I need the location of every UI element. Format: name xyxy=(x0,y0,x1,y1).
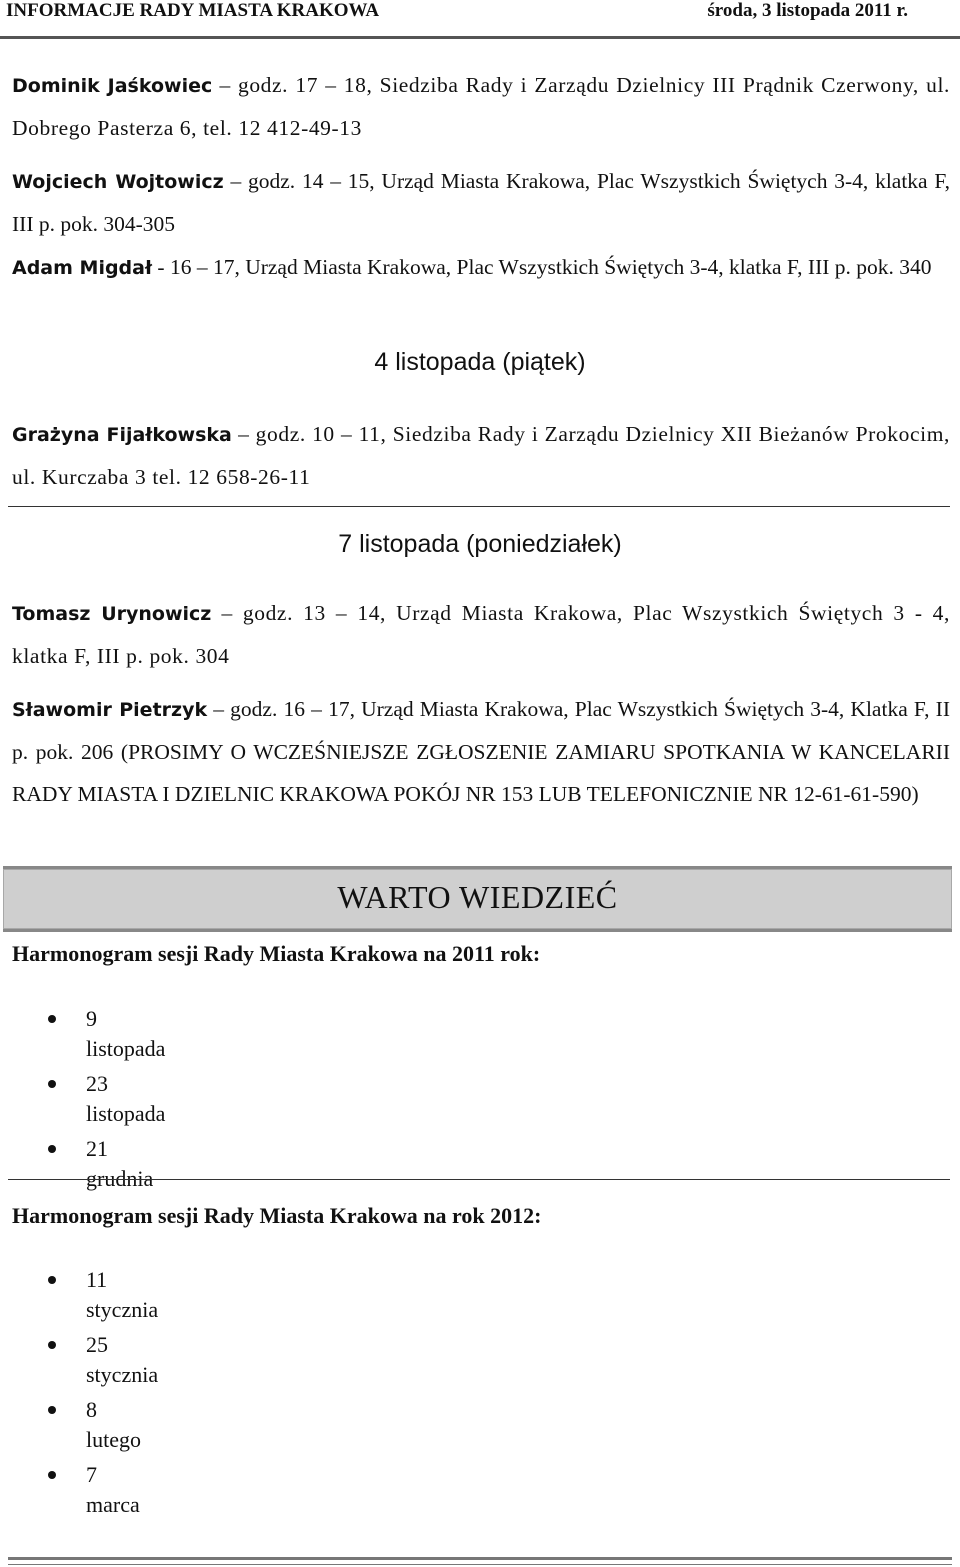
session-date: 11 stycznia xyxy=(86,1267,159,1322)
page-header xyxy=(0,0,960,38)
section-banner xyxy=(3,866,952,932)
bullet-icon xyxy=(48,1015,56,1023)
duty-details: - 16 – 17, Urząd Miasta Krakowa, Plac Wszystkich Świętych 3-4, klatka F, III p. pok. 340 xyxy=(152,255,932,279)
councillor-name: Wojciech Wojtowicz xyxy=(12,171,224,193)
bullet-icon xyxy=(48,1276,56,1284)
bullet-icon xyxy=(48,1341,56,1349)
session-date: 25 stycznia xyxy=(86,1332,159,1387)
duty-entry xyxy=(12,246,950,289)
schedule-2011-heading: Harmonogram sesji Rady Miasta Krakowa na 2011 rok: xyxy=(12,941,541,966)
session-date: 9 listopada xyxy=(86,1006,166,1061)
duty-details: – godz. 16 – 17, Urząd Miasta Krakowa, Plac Wszystkich Świętych 3-4, Klatka F, II p. pok. 206 (PROSIMY O WCZEŚNIEJSZE ZGŁOSZENIE ZAMIARU SPOTKANIA W KANCELARII RADY MIASTA I DZIELNIC KRAKOWA POKÓJ NR 153 LUB TELEFONICZNIE NR 12-61-61-590) xyxy=(12,697,950,806)
section-divider xyxy=(8,506,950,507)
duty-details: – godz. 14 – 15, Urząd Miasta Krakowa, Plac Wszystkich Świętych 3-4, klatka F, III p. pok. 304-305 xyxy=(12,169,950,236)
bullet-icon xyxy=(48,1145,56,1153)
publication-date: środa, 3 listopada 2011 r. xyxy=(707,0,908,21)
section-divider xyxy=(8,1179,950,1180)
duty-details: – godz. 10 – 11, Siedziba Rady i Zarządu Dzielnicy XII Bieżanów Prokocim, ul. Kurczaba 3 tel. 12 658-26-11 xyxy=(12,422,950,489)
session-date: 23 listopada xyxy=(86,1071,166,1126)
schedule-2012-heading: Harmonogram sesji Rady Miasta Krakowa na rok 2012: xyxy=(12,1203,542,1228)
session-date: 7 marca xyxy=(86,1462,140,1517)
footer-divider xyxy=(8,1557,952,1565)
duty-entry xyxy=(12,592,950,677)
duty-details: – godz. 17 – 18, Siedziba Rady i Zarządu Dzielnicy III Prądnik Czerwony, ul. Dobrego Pasterza 6, tel. 12 412-49-13 xyxy=(12,73,950,140)
bullet-icon xyxy=(48,1406,56,1414)
councillor-name: Sławomir Pietrzyk xyxy=(12,699,208,721)
duty-entry xyxy=(12,64,950,149)
publication-title: INFORMACJE RADY MIASTA KRAKOWA xyxy=(6,0,380,21)
duty-entry xyxy=(12,160,950,245)
section-banner-title: WARTO WIEDZIEĆ xyxy=(337,879,618,915)
header-divider xyxy=(0,38,960,39)
day-heading-monday: 7 listopada (poniedziałek) xyxy=(338,530,622,558)
session-date: 8 lutego xyxy=(86,1397,141,1452)
councillor-name: Dominik Jaśkowiec xyxy=(12,75,213,97)
councillor-name: Adam Migdał xyxy=(12,257,153,279)
session-date: 21 grudnia xyxy=(86,1136,154,1191)
duty-entry xyxy=(12,413,950,498)
councillor-name: Tomasz Urynowicz xyxy=(12,603,212,625)
councillor-name: Grażyna Fijałkowska xyxy=(12,424,232,446)
duty-details: – godz. 13 – 14, Urząd Miasta Krakowa, Plac Wszystkich Świętych 3 - 4, klatka F, III p. pok. 304 xyxy=(12,601,950,668)
day-heading-friday: 4 listopada (piątek) xyxy=(374,348,586,376)
bullet-icon xyxy=(48,1471,56,1479)
duty-entry xyxy=(12,688,950,815)
bullet-icon xyxy=(48,1080,56,1088)
